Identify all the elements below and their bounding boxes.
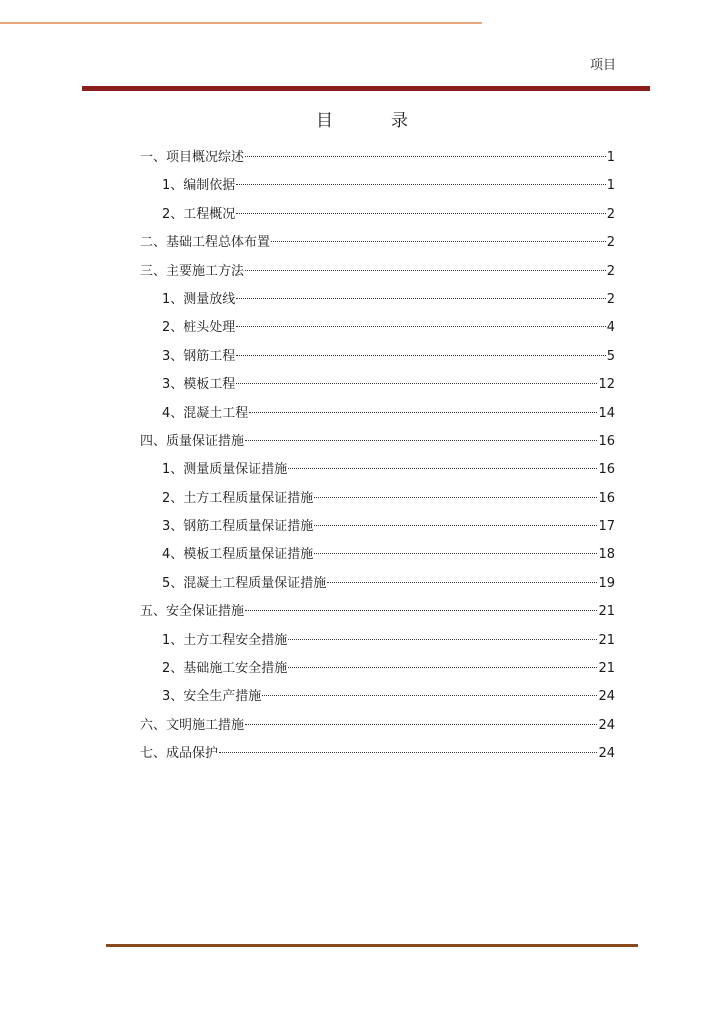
toc-entry-label: 二、基础工程总体布置 xyxy=(140,235,271,251)
toc-entry[interactable] xyxy=(140,627,615,655)
toc-dot-leader xyxy=(236,213,605,214)
toc-dot-leader xyxy=(327,582,597,583)
toc-entry[interactable] xyxy=(140,570,615,598)
toc-entry[interactable] xyxy=(140,172,615,200)
toc-entry-page-number: 5 xyxy=(606,348,615,364)
toc-entry-label: 3、钢筋工程质量保证措施 xyxy=(162,519,314,535)
toc-entry-label: 三、主要施工方法 xyxy=(140,263,245,279)
toc-entry-page-number: 24 xyxy=(598,717,615,733)
toc-entry-page-number: 21 xyxy=(598,632,615,648)
toc-dot-leader xyxy=(236,184,605,185)
toc-entry-label: 2、基础施工安全措施 xyxy=(162,661,288,677)
toc-dot-leader xyxy=(288,667,597,668)
toc-entry-label: 3、模板工程 xyxy=(162,377,236,393)
title-char-2: 录 xyxy=(391,111,408,131)
toc-dot-leader xyxy=(245,610,597,611)
toc-dot-leader xyxy=(245,440,597,441)
toc-entry-page-number: 24 xyxy=(598,746,615,762)
toc-entry[interactable] xyxy=(140,428,615,456)
toc-entry[interactable] xyxy=(140,144,615,172)
toc-entry[interactable] xyxy=(140,258,615,286)
toc-entry[interactable] xyxy=(140,740,615,768)
toc-dot-leader xyxy=(314,525,597,526)
toc-entry[interactable] xyxy=(140,513,615,541)
toc-entry[interactable] xyxy=(140,314,615,342)
toc-dot-leader xyxy=(314,553,597,554)
page-title xyxy=(0,106,724,131)
toc-entry-page-number: 21 xyxy=(598,604,615,620)
toc-entry-label: 六、文明施工措施 xyxy=(140,717,245,733)
toc-dot-leader xyxy=(249,412,597,413)
toc-dot-leader xyxy=(245,156,606,157)
toc-entry-page-number: 16 xyxy=(598,462,615,478)
toc-dot-leader xyxy=(314,497,597,498)
toc-entry[interactable] xyxy=(140,598,615,626)
toc-entry-label: 2、工程概况 xyxy=(162,206,236,222)
toc-entry-page-number: 2 xyxy=(606,206,615,222)
toc-entry-page-number: 21 xyxy=(598,661,615,677)
toc-dot-leader xyxy=(236,326,605,327)
toc-entry-label: 2、土方工程质量保证措施 xyxy=(162,490,314,506)
toc-dot-leader xyxy=(288,468,597,469)
table-of-contents xyxy=(140,144,615,769)
toc-entry[interactable] xyxy=(140,683,615,711)
toc-entry-page-number: 14 xyxy=(598,405,615,421)
toc-dot-leader xyxy=(245,270,606,271)
toc-entry-page-number: 17 xyxy=(598,519,615,535)
toc-dot-leader xyxy=(271,241,606,242)
footer-rule xyxy=(106,944,638,947)
toc-entry-page-number: 2 xyxy=(606,235,615,251)
toc-entry[interactable] xyxy=(140,229,615,257)
toc-entry-label: 5、混凝土工程质量保证措施 xyxy=(162,575,327,591)
header-label: 项目 xyxy=(589,58,616,73)
toc-entry-page-number: 16 xyxy=(598,490,615,506)
top-decorative-line xyxy=(0,22,482,24)
toc-entry[interactable] xyxy=(140,400,615,428)
toc-entry-label: 4、混凝土工程 xyxy=(162,405,249,421)
toc-entry-page-number: 2 xyxy=(606,291,615,307)
header-rule xyxy=(82,86,650,91)
toc-entry-page-number: 16 xyxy=(598,433,615,449)
toc-entry-label: 3、钢筋工程 xyxy=(162,348,236,364)
toc-dot-leader xyxy=(245,724,597,725)
toc-entry-label: 2、桩头处理 xyxy=(162,320,236,336)
toc-entry[interactable] xyxy=(140,286,615,314)
toc-entry-page-number: 1 xyxy=(606,178,615,194)
toc-entry-label: 四、质量保证措施 xyxy=(140,433,245,449)
toc-entry[interactable] xyxy=(140,712,615,740)
toc-entry-label: 4、模板工程质量保证措施 xyxy=(162,547,314,563)
toc-dot-leader xyxy=(236,355,605,356)
toc-entry-page-number: 24 xyxy=(598,689,615,705)
toc-entry-label: 1、编制依据 xyxy=(162,178,236,194)
toc-entry-label: 五、安全保证措施 xyxy=(140,604,245,620)
toc-dot-leader xyxy=(219,752,597,753)
toc-entry-label: 1、土方工程安全措施 xyxy=(162,632,288,648)
toc-entry-label: 七、成品保护 xyxy=(140,746,219,762)
toc-entry[interactable] xyxy=(140,371,615,399)
toc-entry-page-number: 4 xyxy=(606,320,615,336)
toc-dot-leader xyxy=(288,639,597,640)
toc-entry-page-number: 12 xyxy=(598,377,615,393)
toc-entry-page-number: 18 xyxy=(598,547,615,563)
toc-entry-page-number: 19 xyxy=(598,575,615,591)
title-char-1: 目 xyxy=(316,111,333,131)
toc-entry-page-number: 2 xyxy=(606,263,615,279)
toc-entry-label: 1、测量质量保证措施 xyxy=(162,462,288,478)
toc-entry-label: 3、安全生产措施 xyxy=(162,689,262,705)
toc-entry-label: 一、项目概况综述 xyxy=(140,150,245,165)
toc-entry-label: 1、测量放线 xyxy=(162,291,236,307)
toc-entry[interactable] xyxy=(140,343,615,371)
toc-dot-leader xyxy=(262,695,597,696)
toc-entry[interactable] xyxy=(140,541,615,569)
toc-dot-leader xyxy=(236,298,605,299)
toc-entry[interactable] xyxy=(140,456,615,484)
toc-entry[interactable] xyxy=(140,201,615,229)
toc-entry-page-number: 1 xyxy=(606,150,615,165)
toc-entry[interactable] xyxy=(140,485,615,513)
toc-entry[interactable] xyxy=(140,655,615,683)
toc-dot-leader xyxy=(236,383,597,384)
